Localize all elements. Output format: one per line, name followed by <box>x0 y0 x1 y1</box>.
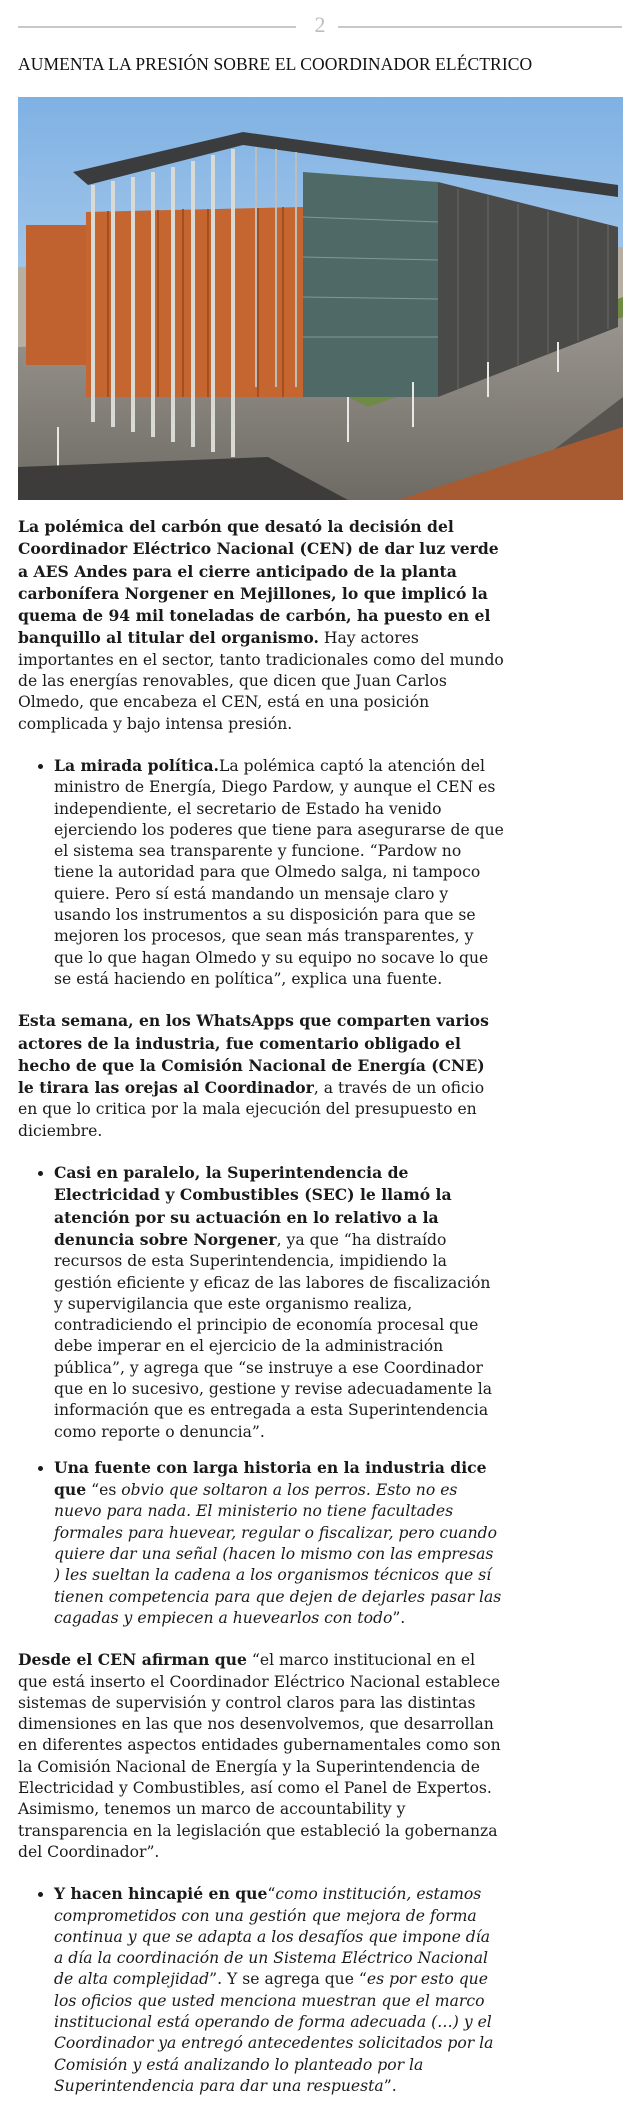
divider-line-right <box>338 26 622 28</box>
building-photo <box>18 97 623 500</box>
bullet-list-2 <box>18 1162 504 1629</box>
page-number: 2 <box>314 12 326 37</box>
intro-text: Hay actores importantes en el sector, tanto tradicionales como del mundo de las energías renovables, que dicen que Juan Carlos Olmedo, que encabeza el CEN, está en una posición complicada y bajo intensa presión. <box>18 629 504 733</box>
bullet-list-3 <box>18 1883 504 2097</box>
bullet-sec-title: Casi en paralelo, la Superintendencia de Electricidad y Combustibles (SEC) le llamó la atención por su actuación en lo relativo a la denuncia sobre Norgener <box>54 1163 452 1249</box>
paragraph-whatsapp <box>18 1010 504 1142</box>
bullet-hincapie-open: “ <box>267 1885 276 1904</box>
bullet-political-title: La mirada política. <box>54 755 219 775</box>
bullet-source-close: ”. <box>392 1608 406 1627</box>
bullet-hincapie-quote2: es por esto que los oficios que usted menciona muestran que el marco institucional está operando de forma adecuada (…) y el Coordinador ya entregó antecedentes solicitados por la Comisión y está analizando lo planteado por la Superintendencia para dar una respuesta <box>54 1970 494 2095</box>
bullet-hincapie-mid: ”. Y se agrega que “ <box>209 1970 367 1989</box>
bullet-item-hincapie <box>54 1883 504 2097</box>
bullet-sec-text: , ya que “ha distraído recursos de esta Superintendencia, impidiendo la gestión eficiente y eficaz de las labores de fiscalización y supervigilancia que este organismo realiza, contradiciendo el principio de economía procesal que debe imperar en el ejercicio de la administración pública”, y agrega que “se instruye a ese Coordinador que en lo sucesivo, gestione y revise adecuadamente la información que es entregada a esta Superintendencia como reporte o denuncia”. <box>54 1230 493 1441</box>
bullet-source-title: Una fuente con larga historia en la industria dice que <box>54 1457 487 1500</box>
intro-bold: La polémica del carbón que desató la decisión del Coordinador Eléctrico Nacional (CEN) de dar luz verde a AES Andes para el cierre anticipado de la planta carbonífera Norgener en Mejillones, lo que implicó la quema de 94 mil toneladas de carbón, ha puesto en el banquillo al titular del organismo. <box>18 517 499 648</box>
whatsapp-bold: Esta semana, en los WhatsApps que comparten varios actores de la industria, fue comentario obligado el hecho de que la Comisión Nacional de Energía (CNE) le tirara las orejas al Coordinador <box>18 1011 489 1098</box>
divider-line-left <box>18 26 296 28</box>
paragraph-cen <box>18 1649 504 1863</box>
section-divider <box>18 14 622 38</box>
paragraph-intro <box>18 516 504 735</box>
bullet-hincapie-title: Y hacen hincapié en que <box>54 1884 268 1904</box>
article-body <box>18 516 504 2117</box>
bullet-political-text: La polémica captó la atención del ministro de Energía, Diego Pardow, y aunque el CEN es independiente, el secretario de Estado ha venido ejerciendo los poderes que tiene para asegurarse de que el sistema sea transparente y funcione. “Pardow no tiene la autoridad para que Olmedo salga, ni tampoco quiere. Pero sí está mandando un mensaje claro y usando los instrumentos a su disposición para que se mejoren los procesos, que sean más transparentes, y que lo que hagan Olmedo y su equipo no socave lo que se está haciendo en política”, explica una fuente. <box>54 756 504 988</box>
headline: AUMENTA LA PRESIÓN SOBRE EL COORDINADOR ELÉCTRICO <box>18 54 533 74</box>
bullet-source-open: “es <box>86 1481 122 1500</box>
bullet-list-1 <box>18 755 504 990</box>
bullet-source-quote: obvio que soltaron a los perros. Esto no es nuevo para nada. El ministerio no tiene facultades formales para huevear, regular o fiscalizar, pero cuando quiere dar una señal (hacen lo mismo con las empresas ) les sueltan la cadena a los organismos técnicos que sí tienen competencia para que dejen de dejarles pasar las cagadas y empiecen a huevearlos con todo <box>54 1481 502 1627</box>
bullet-hincapie-close: ”. <box>383 2076 397 2095</box>
cen-text: “el marco institucional en el que está inserto el Coordinador Eléctrico Nacional establece sistemas de supervisión y control claros para las distintas dimensiones en las que nos desenvolvemos, que desarrollan en diferentes aspectos entidades gubernamentales como son la Comisión Nacional de Energía y la Superintendencia de Electricidad y Combustibles, así como el Panel de Expertos. Asimismo, tenemos un marco de accountability y transparencia en la legislación que estableció la gobernanza del Coordinador”. <box>18 1651 501 1861</box>
bullet-item-sec <box>54 1162 504 1443</box>
bullet-item-political <box>54 755 504 990</box>
bullet-item-source <box>54 1457 504 1629</box>
cen-bold: Desde el CEN afirman que <box>18 1650 247 1670</box>
bullet-hincapie-quote1: como institución, estamos comprometidos con una gestión que mejora de forma continua y que se adapta a los desafíos que impone día a día la coordinación de un Sistema Eléctrico Nacional de alta complejidad <box>54 1885 491 1989</box>
whatsapp-text: , a través de un oficio en que lo critica por la mala ejecución del presupuesto en diciembre. <box>18 1079 485 1140</box>
